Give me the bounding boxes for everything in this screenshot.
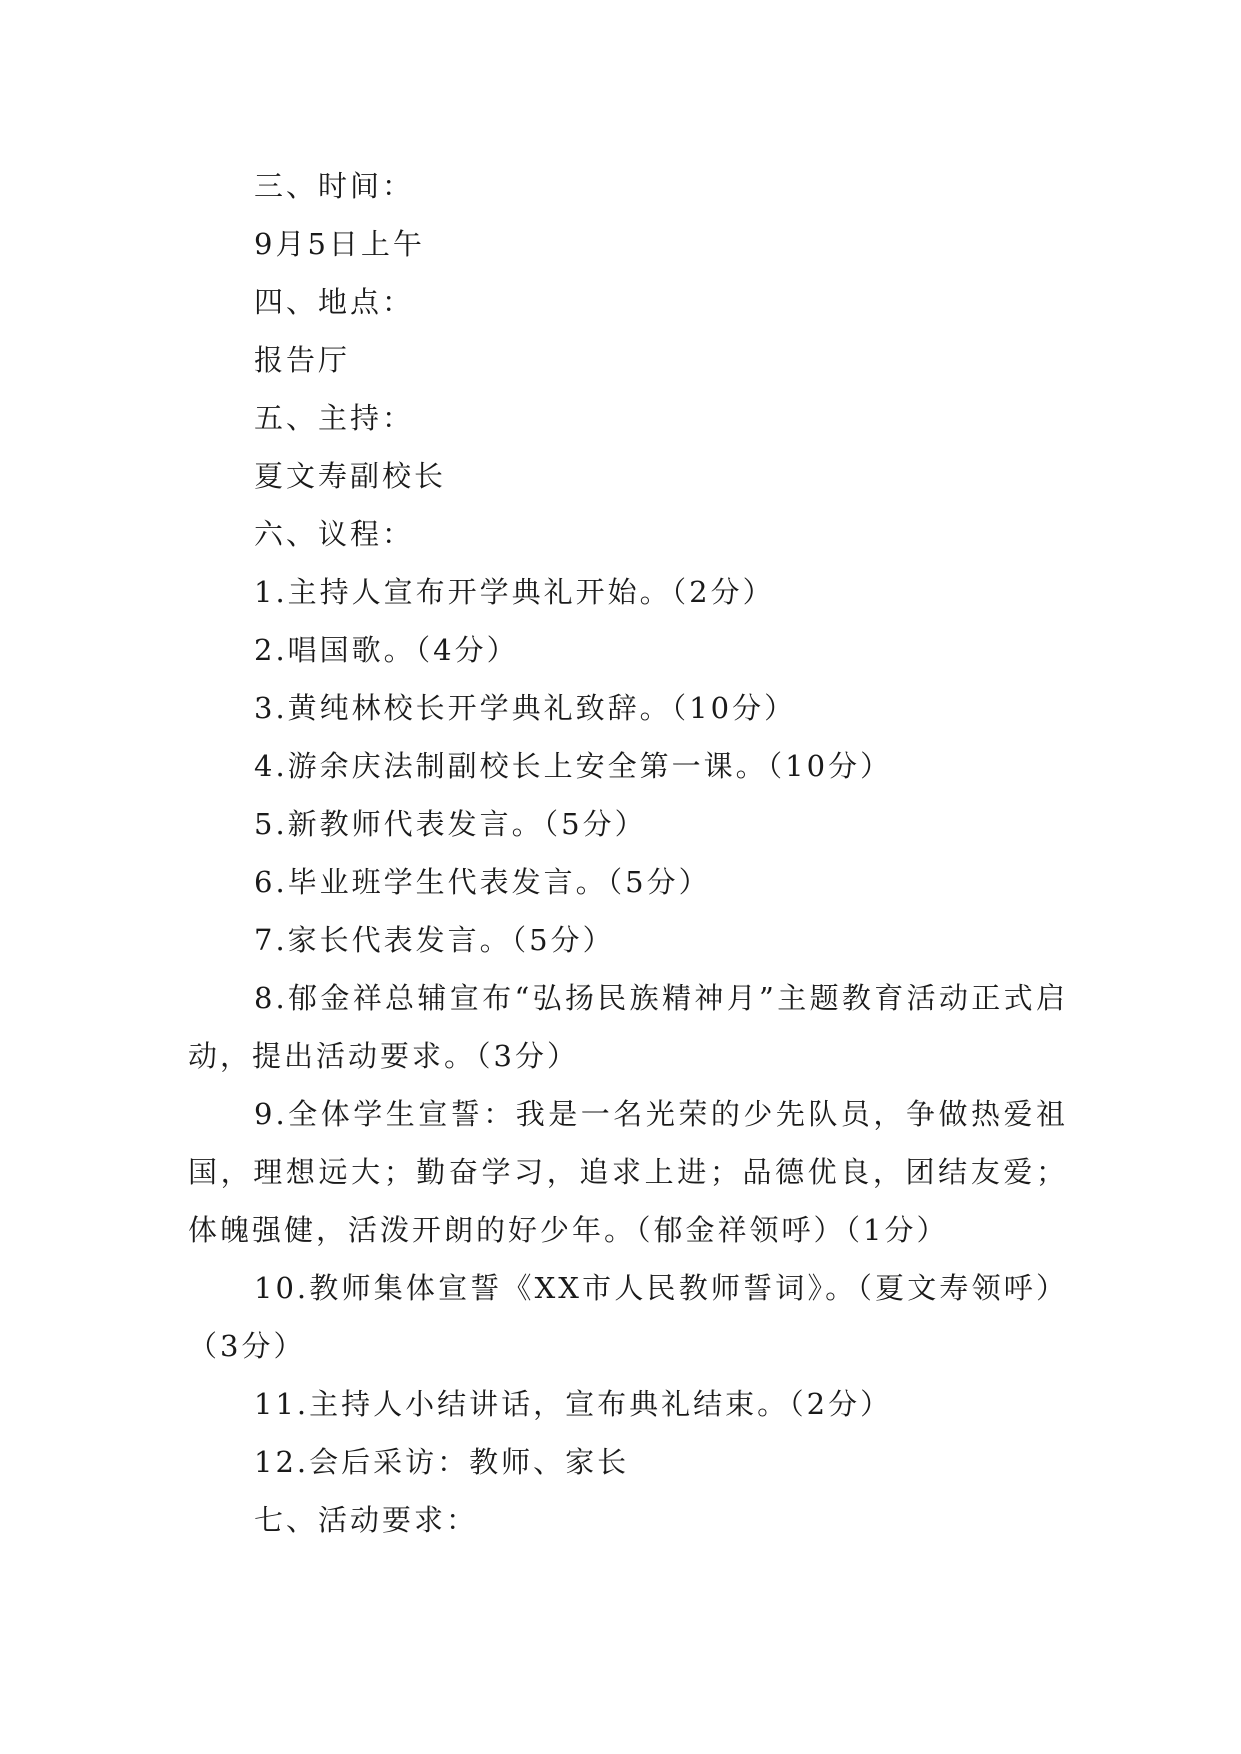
- section-heading-time: 三、时间：: [254, 169, 415, 203]
- agenda-item-3: 3.黄纯林校长开学典礼致辞。（10分）: [254, 691, 797, 725]
- agenda-item-7: 7.家长代表发言。（5分）: [254, 923, 615, 957]
- host-value: 夏文寿副校长: [254, 459, 447, 493]
- agenda-item-2: 2.唱国歌。（4分）: [254, 633, 519, 667]
- location-value: 报告厅: [254, 343, 351, 377]
- agenda-item-1: 1.主持人宣布开学典礼开始。（2分）: [254, 575, 775, 609]
- agenda-item-12: 12.会后采访：教师、家长: [254, 1445, 630, 1479]
- agenda-item-10: 10.教师集体宣誓《XX市人民教师誓词》。（夏文寿领呼）（3分）: [188, 1271, 1068, 1363]
- agenda-item-4: 4.游余庆法制副校长上安全第一课。（10分）: [254, 749, 893, 783]
- document-body: [188, 157, 1068, 1549]
- agenda-item-5: 5.新教师代表发言。（5分）: [254, 807, 647, 841]
- agenda-item-8: 8.郁金祥总辅宣布“弘扬民族精神月”主题教育活动正式启动，提出活动要求。（3分）: [188, 981, 1068, 1073]
- agenda-item-9: 9.全体学生宣誓：我是一名光荣的少先队员，争做热爱祖国，理想远大；勤奋学习，追求上进；品德优良，团结友爱；体魄强健，活泼开朗的好少年。（郁金祥领呼）（1分）: [188, 1097, 1068, 1247]
- section-heading-requirements: 七、活动要求：: [254, 1503, 479, 1537]
- agenda-item-11: 11.主持人小结讲话，宣布典礼结束。（2分）: [254, 1387, 893, 1421]
- section-heading-agenda: 六、议程：: [254, 517, 415, 551]
- agenda-item-6: 6.毕业班学生代表发言。（5分）: [254, 865, 711, 899]
- time-value: 9月5日上午: [254, 227, 425, 261]
- section-heading-location: 四、地点：: [254, 285, 415, 319]
- section-heading-host: 五、主持：: [254, 401, 415, 435]
